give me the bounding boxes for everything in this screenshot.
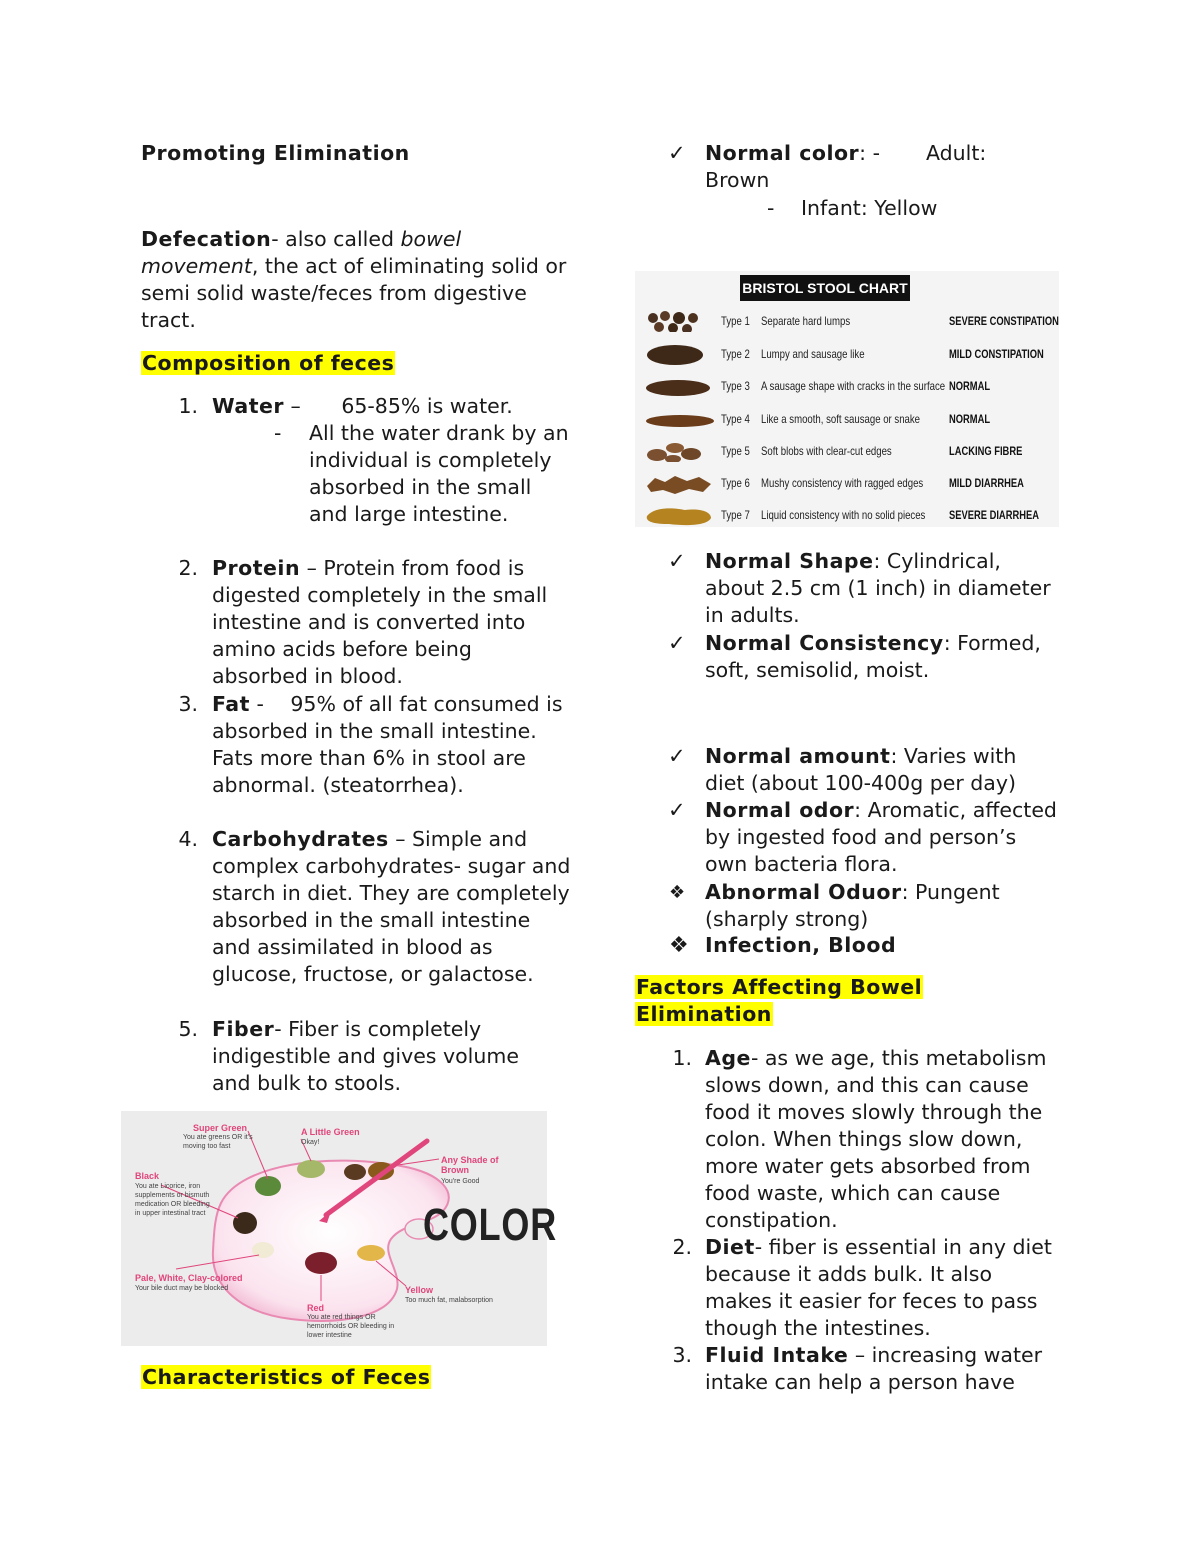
bristol-class: SEVERE DIARRHEA bbox=[949, 508, 1039, 522]
defecation-italic: bowel movement bbox=[141, 227, 462, 278]
item-sep: - bbox=[754, 1235, 769, 1259]
characteristics-heading: Characteristics of Feces bbox=[142, 1365, 431, 1389]
check-text: : Aromatic, affected by ingested food and person’s own bacteria flora. bbox=[705, 798, 1057, 876]
stool-mushy-icon bbox=[645, 472, 713, 494]
bristol-class: NORMAL bbox=[949, 379, 991, 393]
item-text: 65-85% is water. bbox=[341, 394, 513, 418]
check-icon: ✓ bbox=[668, 798, 686, 822]
defecation-text-2: , the act of eliminating solid or semi solid waste/feces from digestive tract. bbox=[141, 254, 567, 332]
bristol-desc: A sausage shape with cracks in the surface bbox=[761, 379, 946, 393]
check-term: Normal Shape bbox=[705, 549, 874, 573]
bristol-type: Type 2 bbox=[721, 347, 750, 361]
item-sep: – bbox=[300, 556, 324, 580]
bristol-row-type-6 bbox=[635, 467, 1059, 499]
normal-color-adult: Adult: bbox=[926, 141, 987, 165]
defecation-definition bbox=[141, 226, 571, 334]
water-sub-dash: - bbox=[274, 421, 282, 445]
bristol-title: BRISTOL STOOL CHART bbox=[740, 275, 910, 301]
item-term: Fat bbox=[212, 692, 250, 716]
check-icon: ✓ bbox=[668, 549, 686, 573]
item-number: 3. bbox=[178, 692, 198, 716]
bristol-class: LACKING FIBRE bbox=[949, 444, 1023, 458]
item-text: increasing water intake can help a person have bbox=[705, 1343, 1043, 1394]
bristol-desc: Like a smooth, soft sausage or snake bbox=[761, 412, 921, 426]
item-number: 3. bbox=[672, 1343, 692, 1367]
bristol-row-type-3 bbox=[635, 370, 1059, 402]
item-sep: - bbox=[750, 1046, 765, 1070]
bristol-class: MILD CONSTIPATION bbox=[949, 347, 1044, 361]
stool-lumps-icon bbox=[645, 310, 705, 332]
quatrefoil-bullet-icon: ❖ bbox=[669, 933, 689, 958]
diamond-bullet-icon: ❖ bbox=[669, 882, 686, 903]
label-super-green: Super Green bbox=[193, 1123, 248, 1133]
water-sub-text: All the water drank by an individual is completely absorbed in the small and large intestine. bbox=[309, 421, 569, 526]
bristol-desc: Soft blobs with clear-cut edges bbox=[761, 444, 892, 458]
check-icon: ✓ bbox=[668, 631, 686, 655]
label-yellow-sub: Too much fat, malabsorption bbox=[405, 1297, 493, 1304]
composition-heading: Composition of feces bbox=[142, 351, 395, 375]
factors-heading: Factors Affecting Bowel Elimination bbox=[636, 975, 923, 1026]
label-black: Black bbox=[135, 1171, 160, 1181]
item-sep: – bbox=[284, 394, 308, 418]
item-text: Fiber is completely indigestible and gives volume and bulk to stools. bbox=[212, 1017, 519, 1095]
stool-smooth-icon bbox=[645, 408, 715, 430]
abnormal-term: Abnormal Oduor bbox=[705, 880, 902, 904]
check-text: : Cylindrical, about 2.5 cm (1 inch) in diameter in adults. bbox=[705, 549, 1051, 627]
page-title: Promoting Elimination bbox=[141, 141, 410, 165]
item-term: Protein bbox=[212, 556, 301, 580]
check-text: : Formed, soft, semisolid, moist. bbox=[705, 631, 1041, 682]
item-term: Fluid Intake bbox=[705, 1343, 849, 1367]
bristol-row-type-2 bbox=[635, 338, 1059, 370]
infant-color: Infant: Yellow bbox=[801, 196, 938, 220]
bristol-desc: Mushy consistency with ragged edges bbox=[761, 476, 924, 490]
label-any-shade-of-brown-sub: You're Good bbox=[441, 1178, 480, 1185]
item-term: Diet bbox=[705, 1235, 755, 1259]
label-pale-white-sub: Your bile duct may be blocked bbox=[135, 1285, 229, 1292]
bristol-class: NORMAL bbox=[949, 412, 991, 426]
item-number: 2. bbox=[672, 1235, 692, 1259]
item-text: fiber is essential in any diet because it adds bulk. It also makes it easier for feces to pass though the intestines. bbox=[705, 1235, 1052, 1340]
label-red: Red bbox=[307, 1303, 325, 1313]
infant-dash: - bbox=[767, 196, 775, 220]
defecation-text-1: - also called bbox=[271, 227, 401, 251]
bristol-type: Type 4 bbox=[721, 412, 750, 426]
stool-color-palette-figure bbox=[121, 1111, 557, 1346]
label-red-sub: You ate red things OR hemorrhoids OR bleeding in lower intestine bbox=[307, 1314, 395, 1339]
bristol-row-type-7 bbox=[635, 499, 1059, 531]
check-term: Normal Consistency bbox=[705, 631, 944, 655]
stool-cracked-icon bbox=[645, 375, 711, 397]
bristol-row-type-5 bbox=[635, 435, 1059, 467]
label-super-green-sub: You ate greens OR it's moving too fast bbox=[183, 1134, 253, 1150]
bristol-desc: Separate hard lumps bbox=[761, 314, 851, 328]
stool-liquid-icon bbox=[645, 504, 713, 526]
item-number: 2. bbox=[178, 556, 198, 580]
infection-text: Infection, Blood bbox=[705, 933, 897, 957]
label-a-little-green: A Little Green bbox=[301, 1127, 360, 1137]
bristol-row-type-4 bbox=[635, 403, 1059, 435]
check-term: Normal odor bbox=[705, 798, 855, 822]
stool-blobs-icon bbox=[645, 440, 709, 462]
item-text: Simple and complex carbohydrates- sugar and starch in diet. They are completely absorbed in the small intestine and assimilated in blood as glucose, fructose, or galactose. bbox=[212, 827, 571, 986]
item-text: 95% of all fat consumed is absorbed in the small intestine. Fats more than 6% in stool are abnormal. (steatorrhea). bbox=[212, 692, 563, 797]
label-black-sub: You ate Licorice, iron supplements or bismuth medication OR bleeding in upper intestinal tract bbox=[135, 1183, 210, 1217]
bristol-stool-chart bbox=[635, 271, 1059, 527]
item-number: 5. bbox=[178, 1017, 198, 1041]
bristol-class: MILD DIARRHEA bbox=[949, 476, 1024, 490]
bristol-type: Type 5 bbox=[721, 444, 750, 458]
color-word: COLOR bbox=[423, 1199, 557, 1250]
stool-lumpy-icon bbox=[645, 343, 707, 365]
check-icon: ✓ bbox=[668, 141, 686, 165]
bristol-class: SEVERE CONSTIPATION bbox=[949, 314, 1059, 328]
item-term: Carbohydrates bbox=[212, 827, 389, 851]
bristol-desc: Liquid consistency with no solid pieces bbox=[761, 508, 926, 522]
check-icon: ✓ bbox=[668, 744, 686, 768]
item-text: Protein from food is digested completely in the small intestine and is converted into amino acids before being absorbed in blood. bbox=[212, 556, 548, 688]
bristol-type: Type 7 bbox=[721, 508, 750, 522]
item-number: 1. bbox=[672, 1046, 692, 1070]
label-a-little-green-sub: Okay! bbox=[301, 1139, 320, 1146]
item-term: Age bbox=[705, 1046, 751, 1070]
item-sep: – bbox=[388, 827, 413, 851]
bristol-type: Type 3 bbox=[721, 379, 750, 393]
normal-color-sep: : - bbox=[859, 141, 880, 165]
bristol-type: Type 1 bbox=[721, 314, 750, 328]
defecation-term: Defecation bbox=[141, 227, 272, 251]
bristol-row-type-1 bbox=[635, 305, 1059, 337]
label-any-shade-of-brown: Any Shade of Brown bbox=[441, 1155, 499, 1175]
item-number: 4. bbox=[178, 827, 198, 851]
item-sep: - bbox=[274, 1017, 289, 1041]
item-sep: - bbox=[249, 692, 271, 716]
item-term: Fiber bbox=[212, 1017, 275, 1041]
normal-color-term: Normal color bbox=[705, 141, 860, 165]
abnormal-text: : Pungent (sharply strong) bbox=[705, 880, 1000, 931]
bristol-desc: Lumpy and sausage like bbox=[761, 347, 865, 361]
normal-color-brown: Brown bbox=[705, 168, 770, 192]
item-term: Water bbox=[212, 394, 285, 418]
bristol-type: Type 6 bbox=[721, 476, 750, 490]
check-text: : Varies with diet (about 100-400g per day) bbox=[705, 744, 1017, 795]
item-sep: – bbox=[848, 1343, 872, 1367]
item-text: as we age, this metabolism slows down, and this can cause food it moves slowly through the colon. When things slow down, more water gets absorbed from food waste, which can cause constipation. bbox=[705, 1046, 1047, 1232]
label-pale-white: Pale, White, Clay-colored bbox=[135, 1273, 243, 1283]
item-number: 1. bbox=[178, 394, 198, 418]
label-yellow: Yellow bbox=[405, 1285, 434, 1295]
check-term: Normal amount bbox=[705, 744, 891, 768]
